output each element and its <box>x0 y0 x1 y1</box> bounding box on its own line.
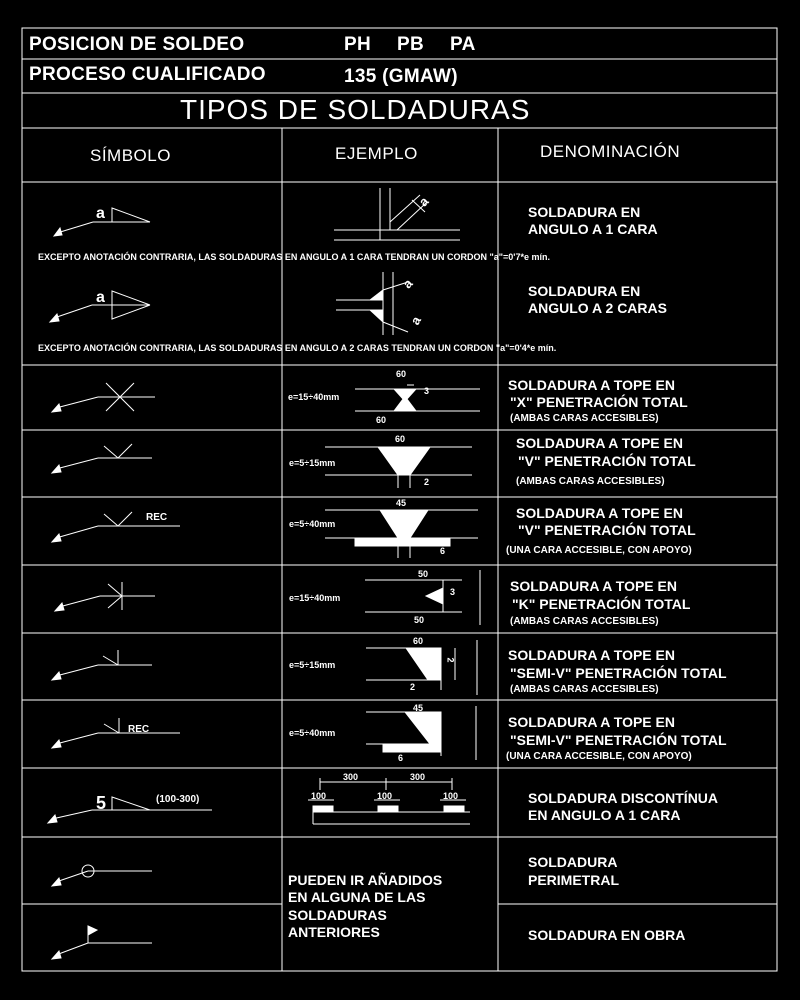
example-thickness: e=5÷40mm <box>289 519 336 529</box>
denomination-line2: "SEMI-V" PENETRACIÓN TOTAL <box>510 732 727 748</box>
denomination-line1: SOLDADURA EN <box>528 204 641 220</box>
denomination-sub: (AMBAS CARAS ACCESIBLES) <box>510 413 659 424</box>
denomination-line2: "X" PENETRACIÓN TOTAL <box>510 394 688 410</box>
example-dimension: 2 <box>424 477 430 487</box>
posicion-value-pa: PA <box>450 34 476 55</box>
denomination-sub: (AMBAS CARAS ACCESIBLES) <box>510 684 659 695</box>
denomination-line2: PERIMETRAL <box>528 872 619 888</box>
example-dimension: 50 <box>414 615 425 625</box>
symbol-tag-rec: REC <box>146 512 168 523</box>
page-title: TIPOS DE SOLDADURAS <box>180 94 531 125</box>
symbol-tag-rec: REC <box>128 724 150 735</box>
shared-note-line: SOLDADURAS <box>288 907 387 923</box>
example-dimension: 100 <box>377 791 393 801</box>
denomination-sub: (UNA CARA ACCESIBLE, CON APOYO) <box>506 545 692 556</box>
example-dimension: 300 <box>343 772 359 782</box>
example-dimension: 100 <box>443 791 459 801</box>
example-dimension: 3 <box>424 386 430 396</box>
example-dimension: 6 <box>440 546 446 556</box>
denomination-sub: (AMBAS CARAS ACCESIBLES) <box>516 476 665 487</box>
example-dimension: 60 <box>395 434 406 444</box>
shared-note-line: ANTERIORES <box>288 924 380 940</box>
denomination-line2: ANGULO A 2 CARAS <box>528 300 667 316</box>
example-dimension: 3 <box>450 587 456 597</box>
fillet-one-side-note: EXCEPTO ANOTACIÓN CONTRARIA, LAS SOLDADURAS EN ANGULO A 1 CARA TENDRAN UN CORDON "a"=0'7*e mín. <box>38 252 550 262</box>
example-thickness: e=15÷40mm <box>288 392 340 402</box>
denomination-line1: SOLDADURA A TOPE EN <box>508 647 675 663</box>
example-dimension: 2 <box>445 657 456 663</box>
example-thickness: e=5÷40mm <box>289 728 336 738</box>
denomination-line2: "V" PENETRACIÓN TOTAL <box>518 453 696 469</box>
example-throat-letter: a <box>399 275 416 292</box>
denomination-line1: SOLDADURA EN OBRA <box>528 927 686 943</box>
fillet-two-sides-note: EXCEPTO ANOTACIÓN CONTRARIA, LAS SOLDADURAS EN ANGULO A 2 CARAS TENDRAN UN CORDON "a"=0'4*e mín. <box>38 343 557 353</box>
posicion-value-pb: PB <box>397 34 424 55</box>
column-header-simbolo: SÍMBOLO <box>90 146 171 165</box>
denomination-line2: "SEMI-V" PENETRACIÓN TOTAL <box>510 665 727 681</box>
example-dimension: 45 <box>396 498 407 508</box>
denomination-line1: SOLDADURA A TOPE EN <box>510 578 677 594</box>
denomination-line1: SOLDADURA A TOPE EN <box>516 435 683 451</box>
example-throat-letter: a <box>415 193 432 210</box>
denomination-sub: (UNA CARA ACCESIBLE, CON APOYO) <box>506 751 692 762</box>
shared-note-line: EN ALGUNA DE LAS <box>288 889 426 905</box>
example-thickness: e=5÷15mm <box>289 660 336 670</box>
column-header-ejemplo: EJEMPLO <box>335 144 418 163</box>
proceso-label: PROCESO CUALIFICADO <box>29 64 266 85</box>
denomination-line1: SOLDADURA A TOPE EN <box>516 505 683 521</box>
example-dimension: 6 <box>398 753 404 763</box>
denomination-line2: "V" PENETRACIÓN TOTAL <box>518 522 696 538</box>
denomination-sub: (AMBAS CARAS ACCESIBLES) <box>510 616 659 627</box>
example-dimension: 45 <box>413 703 424 713</box>
symbol-throat-letter: a <box>96 205 105 222</box>
symbol-leg-size: 5 <box>96 793 107 813</box>
denomination-line2: EN ANGULO A 1 CARA <box>528 807 681 823</box>
denomination-line1: SOLDADURA EN <box>528 283 641 299</box>
symbol-throat-letter: a <box>96 289 105 306</box>
example-dimension: 100 <box>311 791 327 801</box>
example-thickness: e=5÷15mm <box>289 458 336 468</box>
posicion-label: POSICION DE SOLDEO <box>29 34 245 55</box>
symbol-length-pitch: (100-300) <box>156 794 200 805</box>
proceso-value: 135 (GMAW) <box>344 66 458 87</box>
shared-note-line: PUEDEN IR AÑADIDOS <box>288 872 443 888</box>
denomination-line1: SOLDADURA <box>528 854 618 870</box>
denomination-line2: ANGULO A 1 CARA <box>528 221 658 237</box>
example-dimension: 60 <box>413 636 424 646</box>
denomination-line2: "K" PENETRACIÓN TOTAL <box>512 596 691 612</box>
example-throat-letter: a <box>407 313 424 328</box>
denomination-line1: SOLDADURA A TOPE EN <box>508 714 675 730</box>
denomination-line1: SOLDADURA A TOPE EN <box>508 377 675 393</box>
example-thickness: e=15÷40mm <box>289 593 341 603</box>
posicion-value-ph: PH <box>344 34 371 55</box>
example-dimension: 60 <box>396 369 407 379</box>
example-dimension: 2 <box>410 682 416 692</box>
example-dimension: 300 <box>410 772 426 782</box>
example-dimension: 50 <box>418 569 429 579</box>
denomination-line1: SOLDADURA DISCONTÍNUA <box>528 790 719 806</box>
column-header-denominacion: DENOMINACIÓN <box>540 142 681 161</box>
example-dimension: 60 <box>376 415 387 425</box>
